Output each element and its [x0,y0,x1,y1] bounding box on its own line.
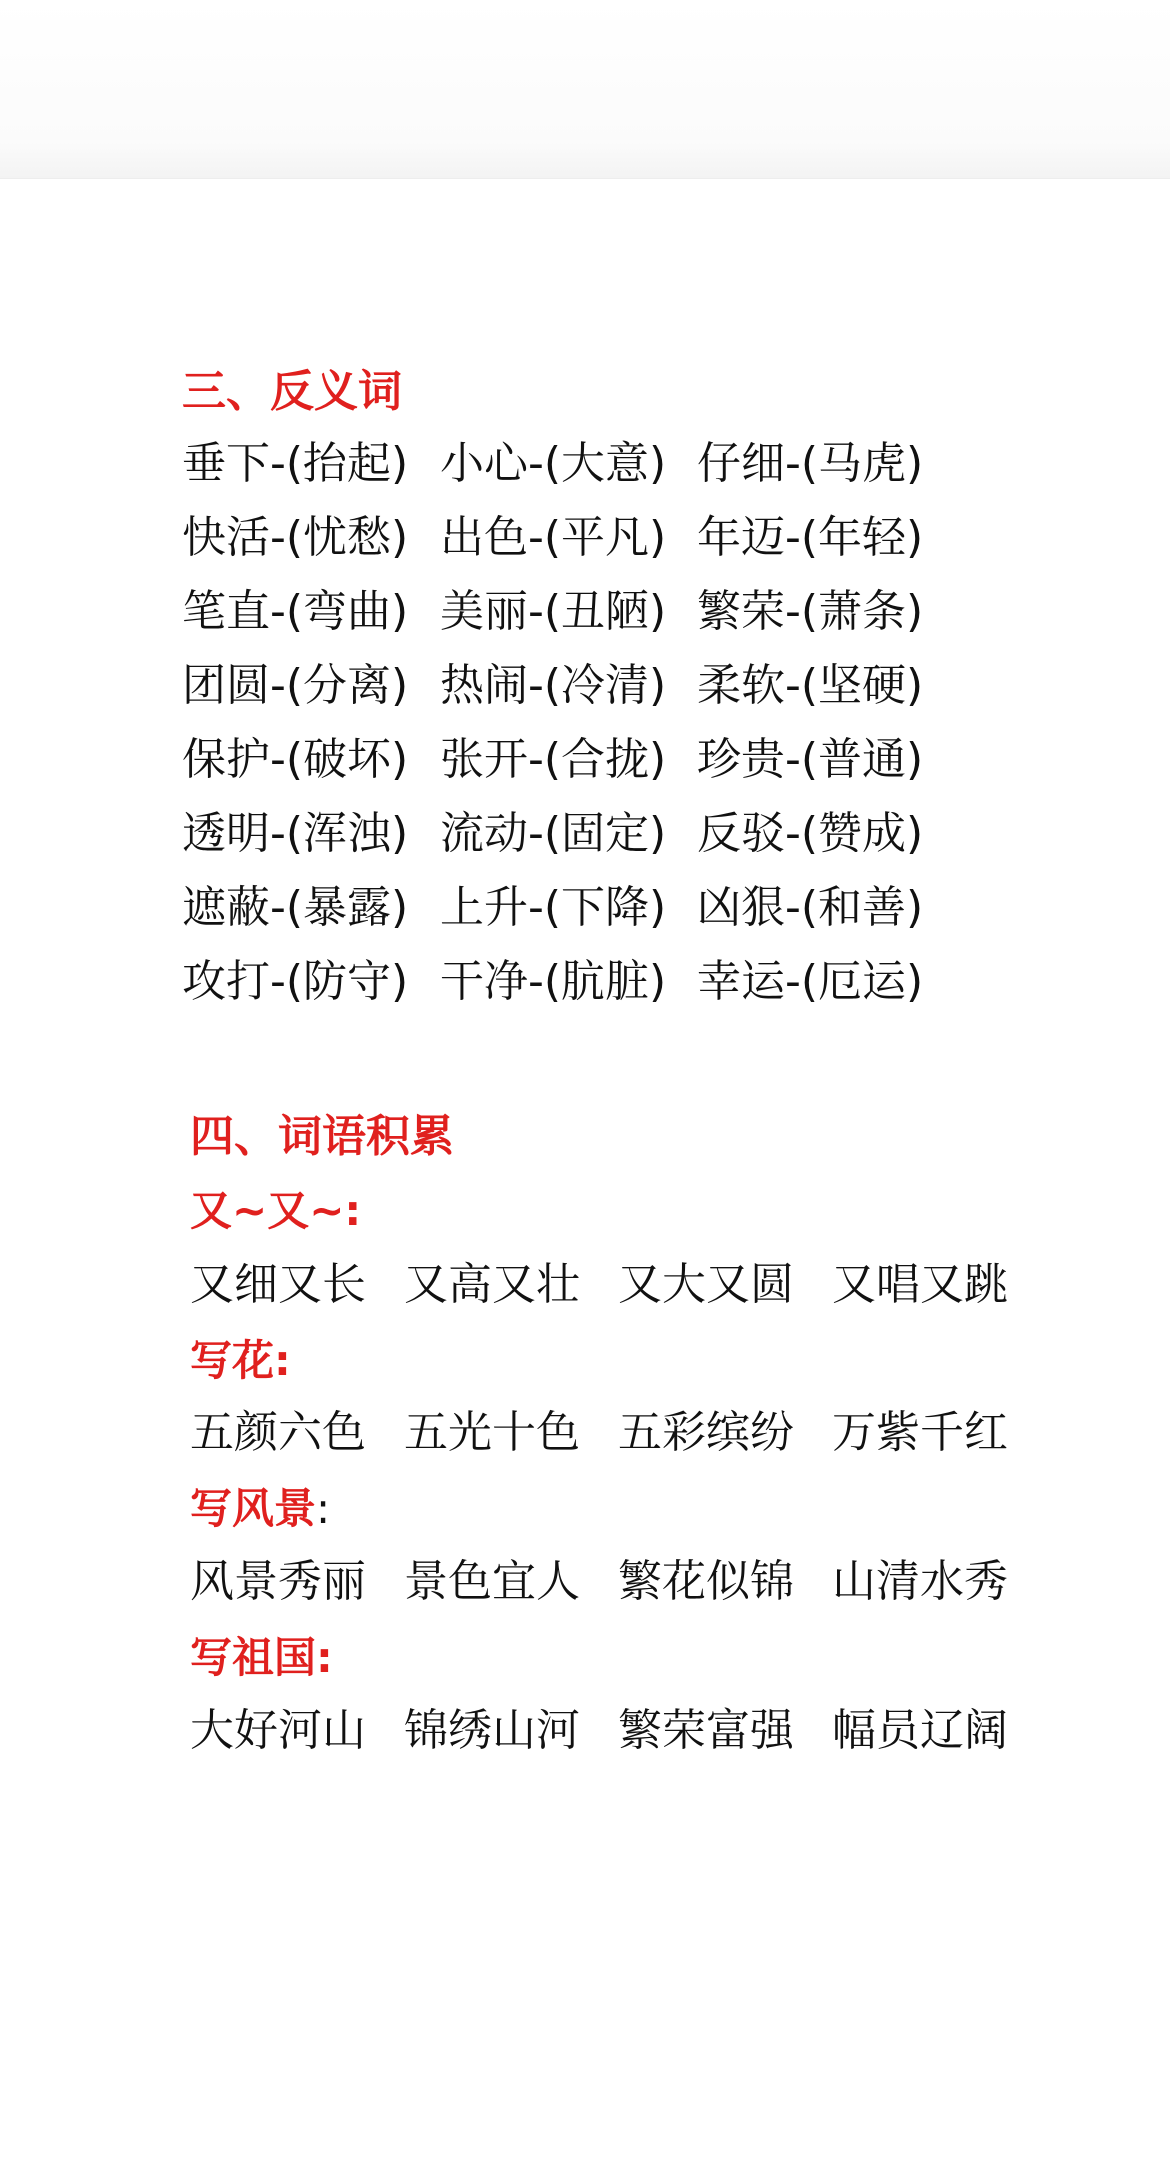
group-label-text: 写风景 [190,1484,317,1533]
section-4-heading: 四、词语积累 [190,1111,454,1162]
top-shade [0,0,1170,179]
antonym-pair: 凶狠-(和善) [697,882,924,933]
antonym-pair: 流动-(固定) [440,808,667,859]
antonym-pair: 垂下-(抬起) [182,438,409,489]
antonym-pair: 上升-(下降) [440,882,667,933]
antonym-pair: 攻打-(防守) [182,956,409,1007]
group-label-text: 写花: [190,1336,291,1385]
antonym-pair: 张开-(合拢) [440,734,667,785]
antonym-pair: 小心-(大意) [440,438,667,489]
phrase: 幅员辽阔 [832,1705,1008,1756]
antonym-pair: 繁荣-(萧条) [697,586,924,637]
antonym-pair: 出色-(平凡) [440,512,667,563]
group-label-text: 写祖国: [190,1633,333,1682]
phrase: 山清水秀 [832,1556,1008,1607]
antonym-pair: 反驳-(赞成) [697,808,924,859]
phrase: 大好河山 [190,1705,366,1756]
group-label [190,1633,333,1682]
antonym-pair: 笔直-(弯曲) [182,586,409,637]
phrase: 又大又圆 [618,1259,794,1310]
antonym-pair: 仔细-(马虎) [697,438,924,489]
phrase: 五光十色 [404,1407,580,1458]
phrase: 万紫千红 [832,1407,1008,1458]
antonym-pair: 透明-(浑浊) [182,808,409,859]
phrase: 又高又壮 [404,1259,580,1310]
group-label-text: 又~又~: [190,1186,362,1235]
antonym-pair: 柔软-(坚硬) [697,660,924,711]
antonym-pair: 保护-(破坏) [182,734,409,785]
phrase: 繁花似锦 [618,1556,794,1607]
antonym-pair: 热闹-(冷清) [440,660,667,711]
phrase: 又唱又跳 [832,1259,1008,1310]
phrase: 五颜六色 [190,1407,366,1458]
group-label [190,1186,362,1235]
antonym-pair: 干净-(肮脏) [440,956,667,1007]
group-label [190,1336,291,1385]
phrase: 繁荣富强 [618,1705,794,1756]
antonym-pair: 珍贵-(普通) [697,734,924,785]
phrase: 景色宜人 [404,1556,580,1607]
antonym-pair: 美丽-(丑陋) [440,586,667,637]
phrase: 又细又长 [190,1259,366,1310]
group-label-colon: : [316,1484,331,1533]
antonym-pair: 遮蔽-(暴露) [182,882,409,933]
antonym-pair: 年迈-(年轻) [697,512,924,563]
phrase: 锦绣山河 [404,1705,580,1756]
section-3-heading: 三、反义词 [182,366,402,417]
phrase: 风景秀丽 [190,1556,366,1607]
antonym-pair: 快活-(忧愁) [182,512,409,563]
group-label [190,1484,331,1533]
antonym-pair: 幸运-(厄运) [697,956,924,1007]
antonym-pair: 团圆-(分离) [182,660,409,711]
phrase: 五彩缤纷 [618,1407,794,1458]
